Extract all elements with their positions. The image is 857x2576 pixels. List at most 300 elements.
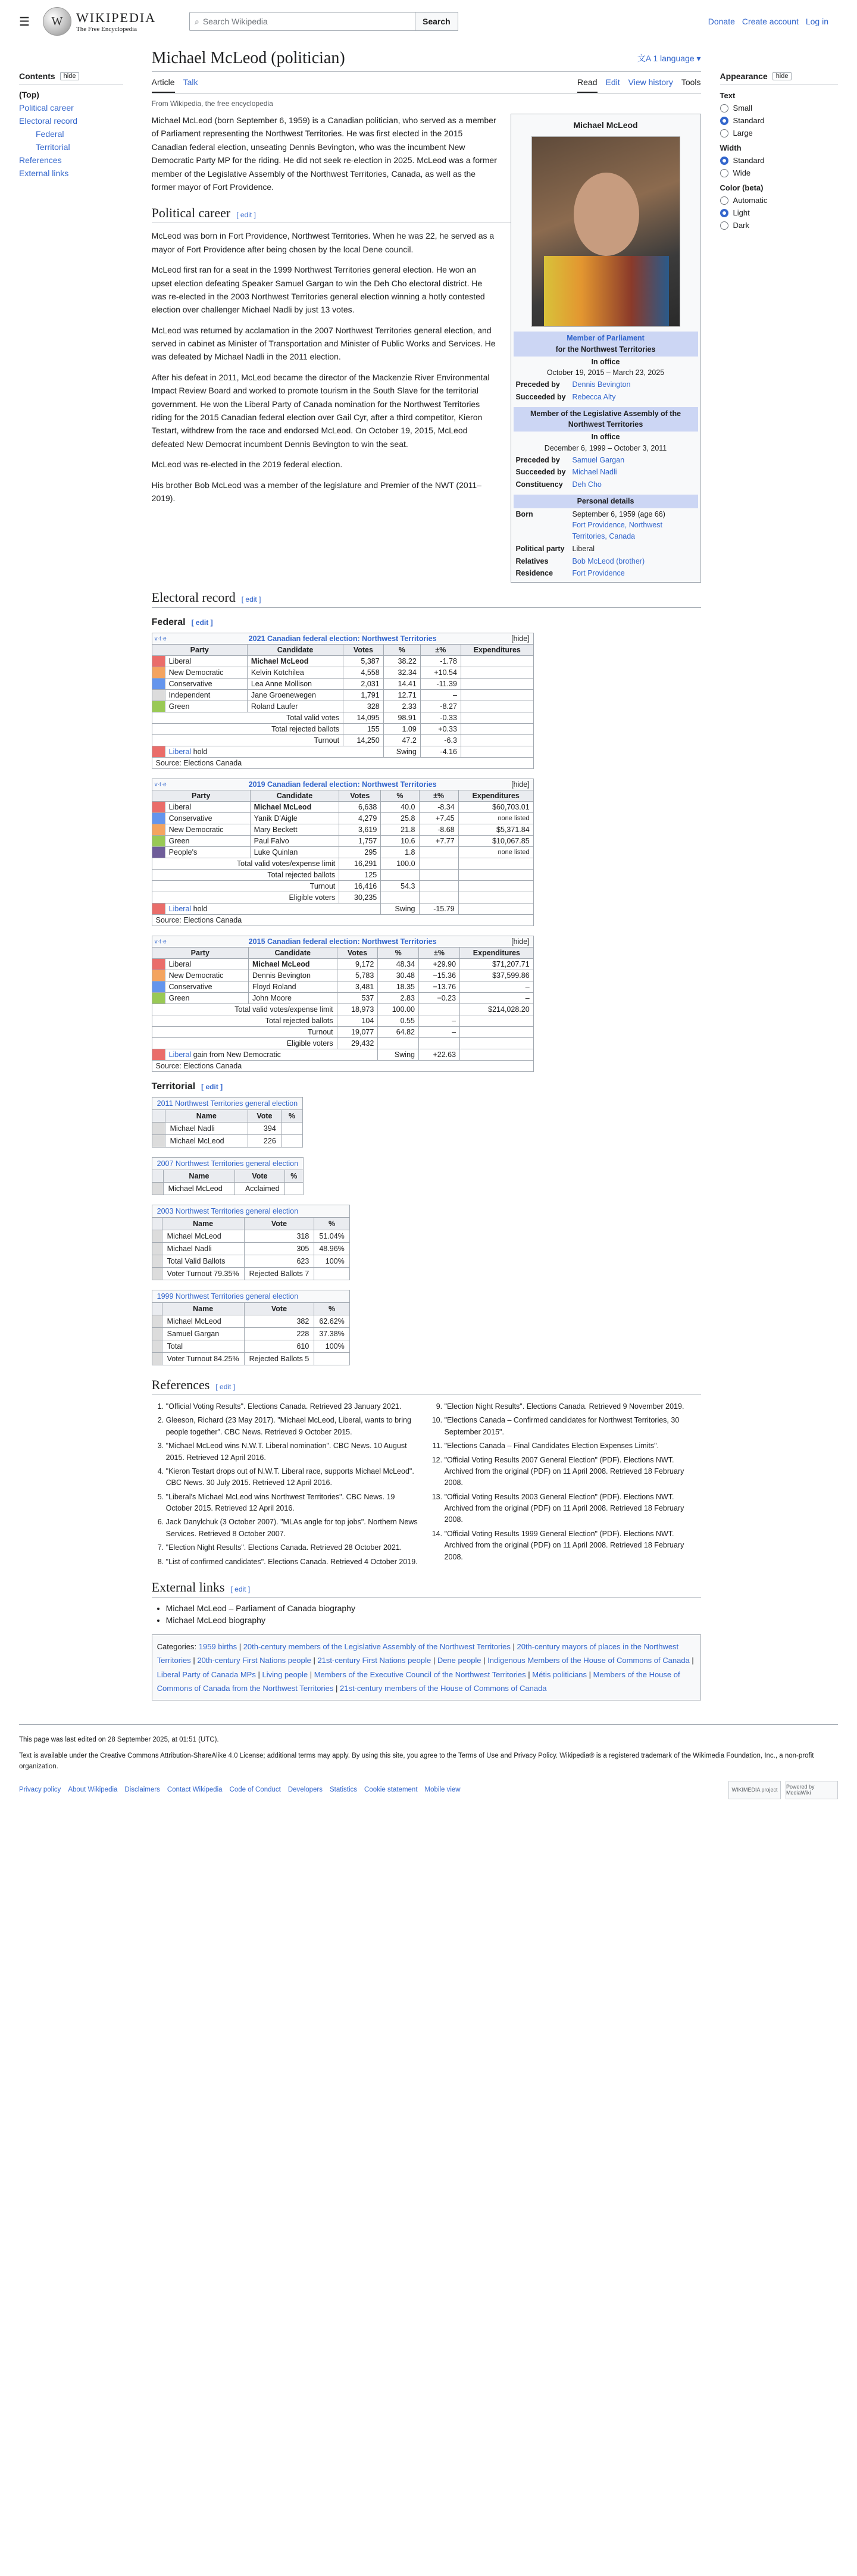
col-header: Candidate <box>247 645 343 656</box>
table-title[interactable]: 2003 Northwest Territories general election <box>152 1205 349 1218</box>
edit-label: edit <box>245 595 257 604</box>
party-color-swatch <box>152 836 165 847</box>
source: Source: Elections Canada <box>152 758 533 769</box>
candidate-name: Lea Anne Mollison <box>247 679 343 690</box>
percent: 2.83 <box>378 993 419 1004</box>
tab-talk[interactable]: Talk <box>183 77 198 87</box>
edit-link[interactable]: [ edit ] <box>241 595 261 604</box>
change: +7.77 <box>419 836 458 847</box>
table-title[interactable]: 2007 Northwest Territories general election <box>152 1158 303 1170</box>
section-electoral-record <box>152 590 701 608</box>
separator: | <box>689 1656 694 1665</box>
width-label: Width <box>720 143 742 152</box>
radio-color-automatic[interactable] <box>720 196 838 205</box>
party-link[interactable]: New Democratic <box>165 970 248 981</box>
table-row <box>152 981 533 993</box>
cell: 623 <box>244 1255 314 1268</box>
total-change: – <box>418 1015 459 1027</box>
swing-label[interactable]: Swing <box>381 904 419 915</box>
total-row <box>152 1027 533 1038</box>
external-link[interactable]: • Michael McLeod – Parliament of Canada biography <box>166 1603 701 1613</box>
total-row <box>152 1015 533 1027</box>
total-votes: 16,291 <box>339 858 381 870</box>
candidate-name: Roland Laufer <box>247 701 343 712</box>
total-label: Turnout <box>152 881 339 892</box>
section-territorial <box>152 1081 701 1092</box>
table-row <box>152 1315 349 1328</box>
table-row <box>152 656 533 667</box>
total-expenditures <box>458 858 533 870</box>
edit-link[interactable]: [ edit ] <box>201 1083 223 1091</box>
separator: | <box>255 1670 262 1679</box>
hide-button[interactable]: [hide] <box>511 780 530 789</box>
in-office-label-2: In office <box>591 433 620 441</box>
col-header: Party <box>152 790 250 802</box>
translate-icon: 文A <box>637 54 653 63</box>
result-word: gain from New Democratic <box>191 1051 281 1059</box>
category-link[interactable]: Liberal Party of Canada MPs <box>157 1670 256 1679</box>
change: −15.36 <box>418 970 459 981</box>
radio-color-dark[interactable] <box>720 221 838 230</box>
paragraph-3: McLeod was returned by acclamation in the 2007 Northwest Territories general election, and served in cabinet as Minister of Transportation and Minister of Public Works and Services. He was defeated by Michael Nadli in the 2011 election. <box>151 325 496 362</box>
total-expenditures <box>460 1015 534 1027</box>
cell <box>281 1123 302 1135</box>
party-link[interactable]: Green <box>165 701 247 712</box>
candidate-name: Floyd Roland <box>248 981 337 993</box>
table-caption <box>152 936 533 948</box>
term2: December 6, 1999 – October 3, 2011 <box>544 443 667 452</box>
total-change <box>419 881 458 892</box>
wikipedia-logo[interactable] <box>43 7 180 36</box>
toc-item-federal[interactable]: Federal <box>36 129 64 139</box>
total-label: Total rejected ballots <box>152 724 343 735</box>
reference-item: 6. Jack Danylchuk (3 October 2007). "MLAs angle for top jobs". Northern News Services. Retrieved 8 October 2007. <box>166 1517 423 1540</box>
donate-link[interactable]: Donate <box>708 17 735 26</box>
paragraph-5: McLeod was re-elected in the 2019 federal election. <box>151 459 343 470</box>
category-link[interactable]: 20th-century First Nations people <box>197 1656 311 1665</box>
row-swatch <box>152 1123 165 1135</box>
paragraph-1: McLeod was born in Fort Providence, Northwest Territories. When he was 22, he served as a mayor of Fort Providence after being chosen by the local Dene council. <box>151 231 495 254</box>
total-votes: 125 <box>339 870 381 881</box>
relatives-link[interactable]: Bob McLeod (brother) <box>572 557 645 565</box>
total-percent: 100.00 <box>378 1004 419 1015</box>
swing-label[interactable]: Swing <box>378 1049 419 1061</box>
party-link[interactable]: Liberal <box>165 802 250 813</box>
table-row <box>152 679 533 690</box>
radio-width-standard[interactable] <box>720 156 838 165</box>
expenditures: $37,599.86 <box>460 970 534 981</box>
table-row <box>152 836 533 847</box>
preceded2-link[interactable]: Samuel Gargan <box>572 455 625 464</box>
edit-link[interactable]: [ edit ] <box>230 1584 251 1593</box>
preceded1-link[interactable]: Dennis Bevington <box>572 380 631 389</box>
cell: 48.96% <box>314 1243 349 1255</box>
total-row <box>152 870 533 881</box>
radio-label: Standard <box>733 156 765 165</box>
cell: Voter Turnout 79.35% <box>162 1268 244 1280</box>
toc-item-external-links[interactable]: External links <box>19 168 69 178</box>
reference-item: 5. "Liberal's Michael McLeod wins Northwest Territories". CBC News. 19 October 2015. Retrieved 12 April 2016. <box>166 1492 423 1515</box>
party-link[interactable]: New Democratic <box>165 824 250 836</box>
total-label: Eligible voters <box>152 1038 337 1049</box>
cell <box>284 1183 303 1195</box>
category-link[interactable]: Dene people <box>437 1656 481 1665</box>
external-links-list <box>152 1603 701 1625</box>
main-content <box>152 43 701 1710</box>
total-votes: 30,235 <box>339 892 381 904</box>
infobox-office2[interactable]: Member of the Legislative Assembly of the Northwest Territories <box>514 407 698 432</box>
swing-label[interactable]: Swing <box>383 746 420 758</box>
col-header: % <box>383 645 420 656</box>
reference-item: 14. "Official Voting Results 1999 General Election" (PDF). Elections NWT. Archived from the original (PDF) on 11 April 2008. Retrieved 18 February 2008. <box>445 1528 701 1563</box>
percent: 40.0 <box>381 802 419 813</box>
party-link[interactable]: Conservative <box>165 679 247 690</box>
expenditures <box>461 667 533 679</box>
votes: 4,558 <box>343 667 384 679</box>
footer-link[interactable]: Statistics <box>330 1786 358 1794</box>
cell <box>461 746 533 758</box>
table-row <box>152 690 533 701</box>
menu-icon[interactable]: ☰ <box>19 15 30 29</box>
term1: October 19, 2015 – March 23, 2025 <box>546 368 665 377</box>
logo-title: WIKIPEDIA <box>76 10 157 25</box>
born-place-link[interactable]: Fort Providence, Northwest Territories, Canada <box>572 521 662 540</box>
search-button[interactable]: Search <box>415 12 458 31</box>
percent: 32.34 <box>383 667 420 679</box>
heading-references: References <box>151 1377 210 1392</box>
col-header: ±% <box>420 645 461 656</box>
succeeded1-link[interactable]: Rebecca Alty <box>572 392 616 401</box>
table-title[interactable]: 2019 Canadian federal election: Northwest Territories <box>248 780 437 789</box>
percent: 18.35 <box>378 981 419 993</box>
result-row <box>152 746 533 758</box>
total-label: Total rejected ballots <box>152 870 339 881</box>
total-label: Total valid votes/expense limit <box>152 1004 337 1015</box>
table-row <box>152 1183 303 1195</box>
language-label: 1 language <box>653 54 695 63</box>
tab-edit[interactable]: Edit <box>605 77 620 87</box>
party-color-swatch <box>152 904 165 915</box>
vte-links[interactable]: v·t·e <box>154 636 167 642</box>
change: +7.45 <box>419 813 458 824</box>
reference-item: 2. Gleeson, Richard (23 May 2017). "Michael McLeod, Liberal, wants to bring people together". CBC News. Retrieved 9 October 2015. <box>166 1415 423 1438</box>
toc-hide-button[interactable]: hide <box>60 72 80 80</box>
toc-item-references[interactable]: References <box>19 155 62 165</box>
separator: | <box>190 1656 198 1665</box>
party-link[interactable]: Green <box>165 836 250 847</box>
cell <box>460 1049 534 1061</box>
cell: Michael Nadli <box>165 1123 248 1135</box>
total-row <box>152 1004 533 1015</box>
party-link[interactable]: Conservative <box>165 981 248 993</box>
category-link[interactable]: 21st-century First Nations people <box>317 1656 431 1665</box>
party-link[interactable]: Liberal <box>165 656 247 667</box>
percent: 30.48 <box>378 970 419 981</box>
appearance-title: Appearance <box>720 71 768 81</box>
expenditures <box>461 679 533 690</box>
cell: Michael Nadli <box>162 1243 244 1255</box>
territorial-tables <box>152 1097 701 1365</box>
heading-political-career: Political career <box>151 205 231 221</box>
party-link[interactable]: Liberal <box>168 905 192 913</box>
separator: | <box>587 1670 593 1679</box>
total-votes: 104 <box>337 1015 378 1027</box>
party-link[interactable]: Liberal <box>168 1051 192 1059</box>
site-header <box>0 0 857 43</box>
edit-link[interactable]: [ edit ] <box>236 211 256 220</box>
footer-link[interactable]: Code of Conduct <box>229 1786 281 1794</box>
last-edited: This page was last edited on 28 September 2025, at 01:51 (UTC). <box>19 1736 219 1744</box>
category-link[interactable]: Indigenous Members of the House of Commons of Canada <box>487 1656 690 1665</box>
party-value: Liberal <box>572 544 595 553</box>
paragraph-2: McLeod first ran for a seat in the 1999 Northwest Territories general election. He won an upset election defeating Speaker Samuel Gargan to win the Deh Cho electoral district. He was re-elected in the 2003 Northwest Territories general election winning a hotly contested election over challenger Michael Nadli by just 13 votes. <box>151 265 485 315</box>
table-row <box>152 993 533 1004</box>
votes: 295 <box>339 847 381 858</box>
cell <box>152 1110 165 1123</box>
personal-details-header: Personal details <box>514 495 698 508</box>
user-links <box>708 17 828 26</box>
cell: Rejected Ballots 7 <box>244 1268 314 1280</box>
footer-link[interactable]: Disclaimers <box>124 1786 160 1794</box>
change: +29.90 <box>418 959 459 970</box>
cell: Voter Turnout 84.25% <box>162 1353 244 1365</box>
wikimedia-badge[interactable]: WIKIMEDIA project <box>728 1781 781 1799</box>
party-color-swatch <box>152 746 165 758</box>
votes: 6,638 <box>339 802 381 813</box>
party-link[interactable]: People's <box>165 847 250 858</box>
result-label <box>165 1049 378 1061</box>
cell <box>314 1353 349 1365</box>
toc-item-political-career[interactable]: Political career <box>19 103 74 112</box>
table-title[interactable]: 2015 Canadian federal election: Northwest Territories <box>248 937 437 946</box>
total-row <box>152 881 533 892</box>
total-change <box>419 870 458 881</box>
total-label: Total rejected ballots <box>152 1015 337 1027</box>
search-placeholder: Search Wikipedia <box>202 17 268 26</box>
tab-read[interactable]: Read <box>577 77 597 93</box>
table-row <box>152 667 533 679</box>
total-expenditures <box>460 1038 534 1049</box>
row-swatch <box>152 1328 162 1340</box>
appearance-hide-button[interactable]: hide <box>772 72 792 80</box>
vte-links[interactable]: v·t·e <box>154 781 167 788</box>
total-expenditures <box>461 724 533 735</box>
text-size-label: Text <box>720 91 736 100</box>
table-row <box>152 847 533 858</box>
col-header: % <box>314 1218 349 1230</box>
percent: 38.22 <box>383 656 420 667</box>
change: −13.76 <box>418 981 459 993</box>
total-change <box>418 1004 459 1015</box>
table-title[interactable]: 2021 Canadian federal election: Northwest Territories <box>248 634 437 643</box>
radio-width-wide[interactable] <box>720 168 838 177</box>
radio-label: Wide <box>733 168 751 177</box>
footer-link[interactable]: Cookie statement <box>364 1786 418 1794</box>
edit-link[interactable]: [ edit ] <box>215 1383 236 1391</box>
party-color-swatch <box>152 656 165 667</box>
votes: 328 <box>343 701 384 712</box>
percent: 2.33 <box>383 701 420 712</box>
external-link[interactable]: • Michael McLeod biography <box>166 1615 701 1625</box>
infobox <box>511 114 701 583</box>
change: -1.78 <box>420 656 461 667</box>
table-row <box>152 970 533 981</box>
footer-link[interactable]: Mobile view <box>424 1786 461 1794</box>
page-footer <box>19 1724 838 1808</box>
col-header: Name <box>163 1170 235 1183</box>
table-caption <box>152 633 533 645</box>
portrait-photo[interactable] <box>531 136 680 327</box>
login-link[interactable]: Log in <box>805 17 828 26</box>
total-change: -0.33 <box>420 712 461 724</box>
footer-link[interactable]: Privacy policy <box>19 1786 61 1794</box>
edit-link[interactable]: [ edit ] <box>191 618 213 627</box>
categories-label[interactable]: Categories: <box>157 1642 199 1651</box>
table-title[interactable]: 1999 Northwest Territories general election <box>152 1290 349 1303</box>
party-link[interactable]: New Democratic <box>165 667 247 679</box>
cell: 226 <box>248 1135 282 1148</box>
col-header: Candidate <box>250 790 339 802</box>
party-link[interactable]: Liberal <box>168 748 192 756</box>
succeeded2-link[interactable]: Michael Nadli <box>572 468 617 477</box>
footer-link[interactable]: Developers <box>287 1786 323 1794</box>
percent: 21.8 <box>381 824 419 836</box>
separator: | <box>237 1642 243 1651</box>
radio-text-large[interactable] <box>720 129 838 137</box>
succeeded-label: Succeeded by <box>515 392 566 401</box>
hide-button[interactable]: [hide] <box>511 634 530 643</box>
category-link[interactable]: 20th-century members of the Legislative Assembly of the Northwest Territories <box>243 1642 511 1651</box>
separator: | <box>526 1670 533 1679</box>
separator: | <box>311 1656 318 1665</box>
category-link[interactable]: 20th-century mayors of places in the Northwest Territories <box>157 1642 679 1665</box>
party-color-swatch <box>152 667 165 679</box>
born-date: September 6, 1959 (age 66) <box>572 509 665 518</box>
infobox-office1 <box>514 332 698 357</box>
party-link[interactable]: Conservative <box>165 813 250 824</box>
party-link[interactable]: Liberal <box>165 959 248 970</box>
total-percent <box>381 870 419 881</box>
territorial-table <box>152 1157 304 1195</box>
row-swatch <box>152 1243 162 1255</box>
party-color-swatch <box>152 802 165 813</box>
preceded-label-2: Preceded by <box>515 455 560 464</box>
category-link[interactable]: Members of the Executive Council of the Northwest Territories <box>314 1670 526 1679</box>
row-swatch <box>152 1268 162 1280</box>
residence-link[interactable]: Fort Providence <box>572 569 625 578</box>
candidate-name: Jane Groenewegen <box>247 690 343 701</box>
party-link[interactable]: Independent <box>165 690 247 701</box>
table-title[interactable]: 2011 Northwest Territories general election <box>152 1098 302 1110</box>
table-row <box>152 701 533 712</box>
party-link[interactable]: Green <box>165 993 248 1004</box>
candidate-name: Paul Falvo <box>250 836 339 847</box>
total-label: Total valid votes/expense limit <box>152 858 339 870</box>
col-header: Name <box>165 1110 248 1123</box>
tagline: From Wikipedia, the free encyclopedia <box>151 99 273 108</box>
total-expenditures: $214,028.20 <box>460 1004 534 1015</box>
search-form <box>189 12 458 31</box>
toc-item-electoral-record[interactable]: Electoral record <box>19 116 78 126</box>
candidate-name: Michael McLeod <box>248 959 337 970</box>
total-votes: 155 <box>343 724 384 735</box>
toc-item-territorial[interactable]: Territorial <box>36 142 70 152</box>
tab-article[interactable]: Article <box>152 77 175 93</box>
vte-links[interactable]: v·t·e <box>154 939 167 945</box>
total-row <box>152 858 533 870</box>
succeeded-label-2: Succeeded by <box>515 468 566 477</box>
category-link[interactable]: Members of the House of Commons of Canada from the Northwest Territories <box>157 1670 680 1693</box>
expenditures: – <box>460 981 534 993</box>
footer-link[interactable]: About Wikipedia <box>68 1786 118 1794</box>
toc-item-top[interactable]: (Top) <box>19 90 39 99</box>
create-account-link[interactable]: Create account <box>742 17 799 26</box>
change: −0.23 <box>418 993 459 1004</box>
radio-text-standard[interactable] <box>720 116 838 125</box>
change <box>419 847 458 858</box>
category-link[interactable]: Métis politicians <box>532 1670 587 1679</box>
expenditures: $60,703.01 <box>458 802 533 813</box>
in-office-label: In office <box>591 357 620 366</box>
reference-item: 12. "Official Voting Results 2007 General Election" (PDF). Elections NWT. Archived from the original (PDF) on 11 April 2008. Retrieved 18 February 2008. <box>445 1455 701 1489</box>
hide-button[interactable]: [hide] <box>511 937 530 946</box>
search-input[interactable] <box>189 12 415 31</box>
change: -11.39 <box>420 679 461 690</box>
category-link[interactable]: 21st-century members of the House of Commons of Canada <box>339 1684 547 1693</box>
federal-tables <box>152 633 701 1072</box>
percent: 48.34 <box>378 959 419 970</box>
radio-text-small[interactable] <box>720 104 838 112</box>
col-header: Party <box>152 645 247 656</box>
edit-label: edit <box>220 1383 232 1391</box>
category-link[interactable]: 1959 births <box>198 1642 237 1651</box>
total-expenditures <box>461 735 533 746</box>
expenditures <box>461 690 533 701</box>
territorial-table <box>152 1205 350 1280</box>
radio-color-light[interactable] <box>720 208 838 217</box>
edit-label: edit <box>240 211 252 220</box>
tab-view-history[interactable]: View history <box>628 77 673 87</box>
candidate-name: Mary Beckett <box>250 824 339 836</box>
category-link[interactable]: Living people <box>262 1670 308 1679</box>
office1-link[interactable]: Member of Parliament <box>567 334 645 342</box>
party-color-swatch <box>152 993 165 1004</box>
separator: | <box>481 1656 488 1665</box>
mediawiki-badge[interactable]: Powered by MediaWiki <box>786 1781 838 1799</box>
total-row <box>152 1038 533 1049</box>
reference-item: 1. "Official Voting Results". Elections Canada. Retrieved 23 January 2021. <box>166 1401 423 1412</box>
total-votes: 18,973 <box>337 1004 378 1015</box>
constituency-link[interactable]: Deh Cho <box>572 480 602 489</box>
cell: Total Valid Ballots <box>162 1255 244 1268</box>
radio-label: Standard <box>733 116 765 125</box>
section-references <box>152 1377 701 1395</box>
separator: | <box>333 1684 340 1693</box>
table-row <box>152 1255 349 1268</box>
col-header: % <box>284 1170 303 1183</box>
language-button[interactable]: 文A 1 language ▾ <box>637 54 701 63</box>
percent: 14.41 <box>383 679 420 690</box>
reference-item: 11. "Elections Canada – Final Candidates Election Expenses Limits". <box>445 1440 701 1452</box>
total-percent <box>378 1038 419 1049</box>
votes: 1,791 <box>343 690 384 701</box>
result-row <box>152 1049 533 1061</box>
change: -8.68 <box>419 824 458 836</box>
total-label: Total valid votes <box>152 712 343 724</box>
footer-link[interactable]: Contact Wikipedia <box>167 1786 223 1794</box>
tab-tools[interactable]: Tools <box>681 77 701 87</box>
radio-label: Automatic <box>733 196 768 205</box>
